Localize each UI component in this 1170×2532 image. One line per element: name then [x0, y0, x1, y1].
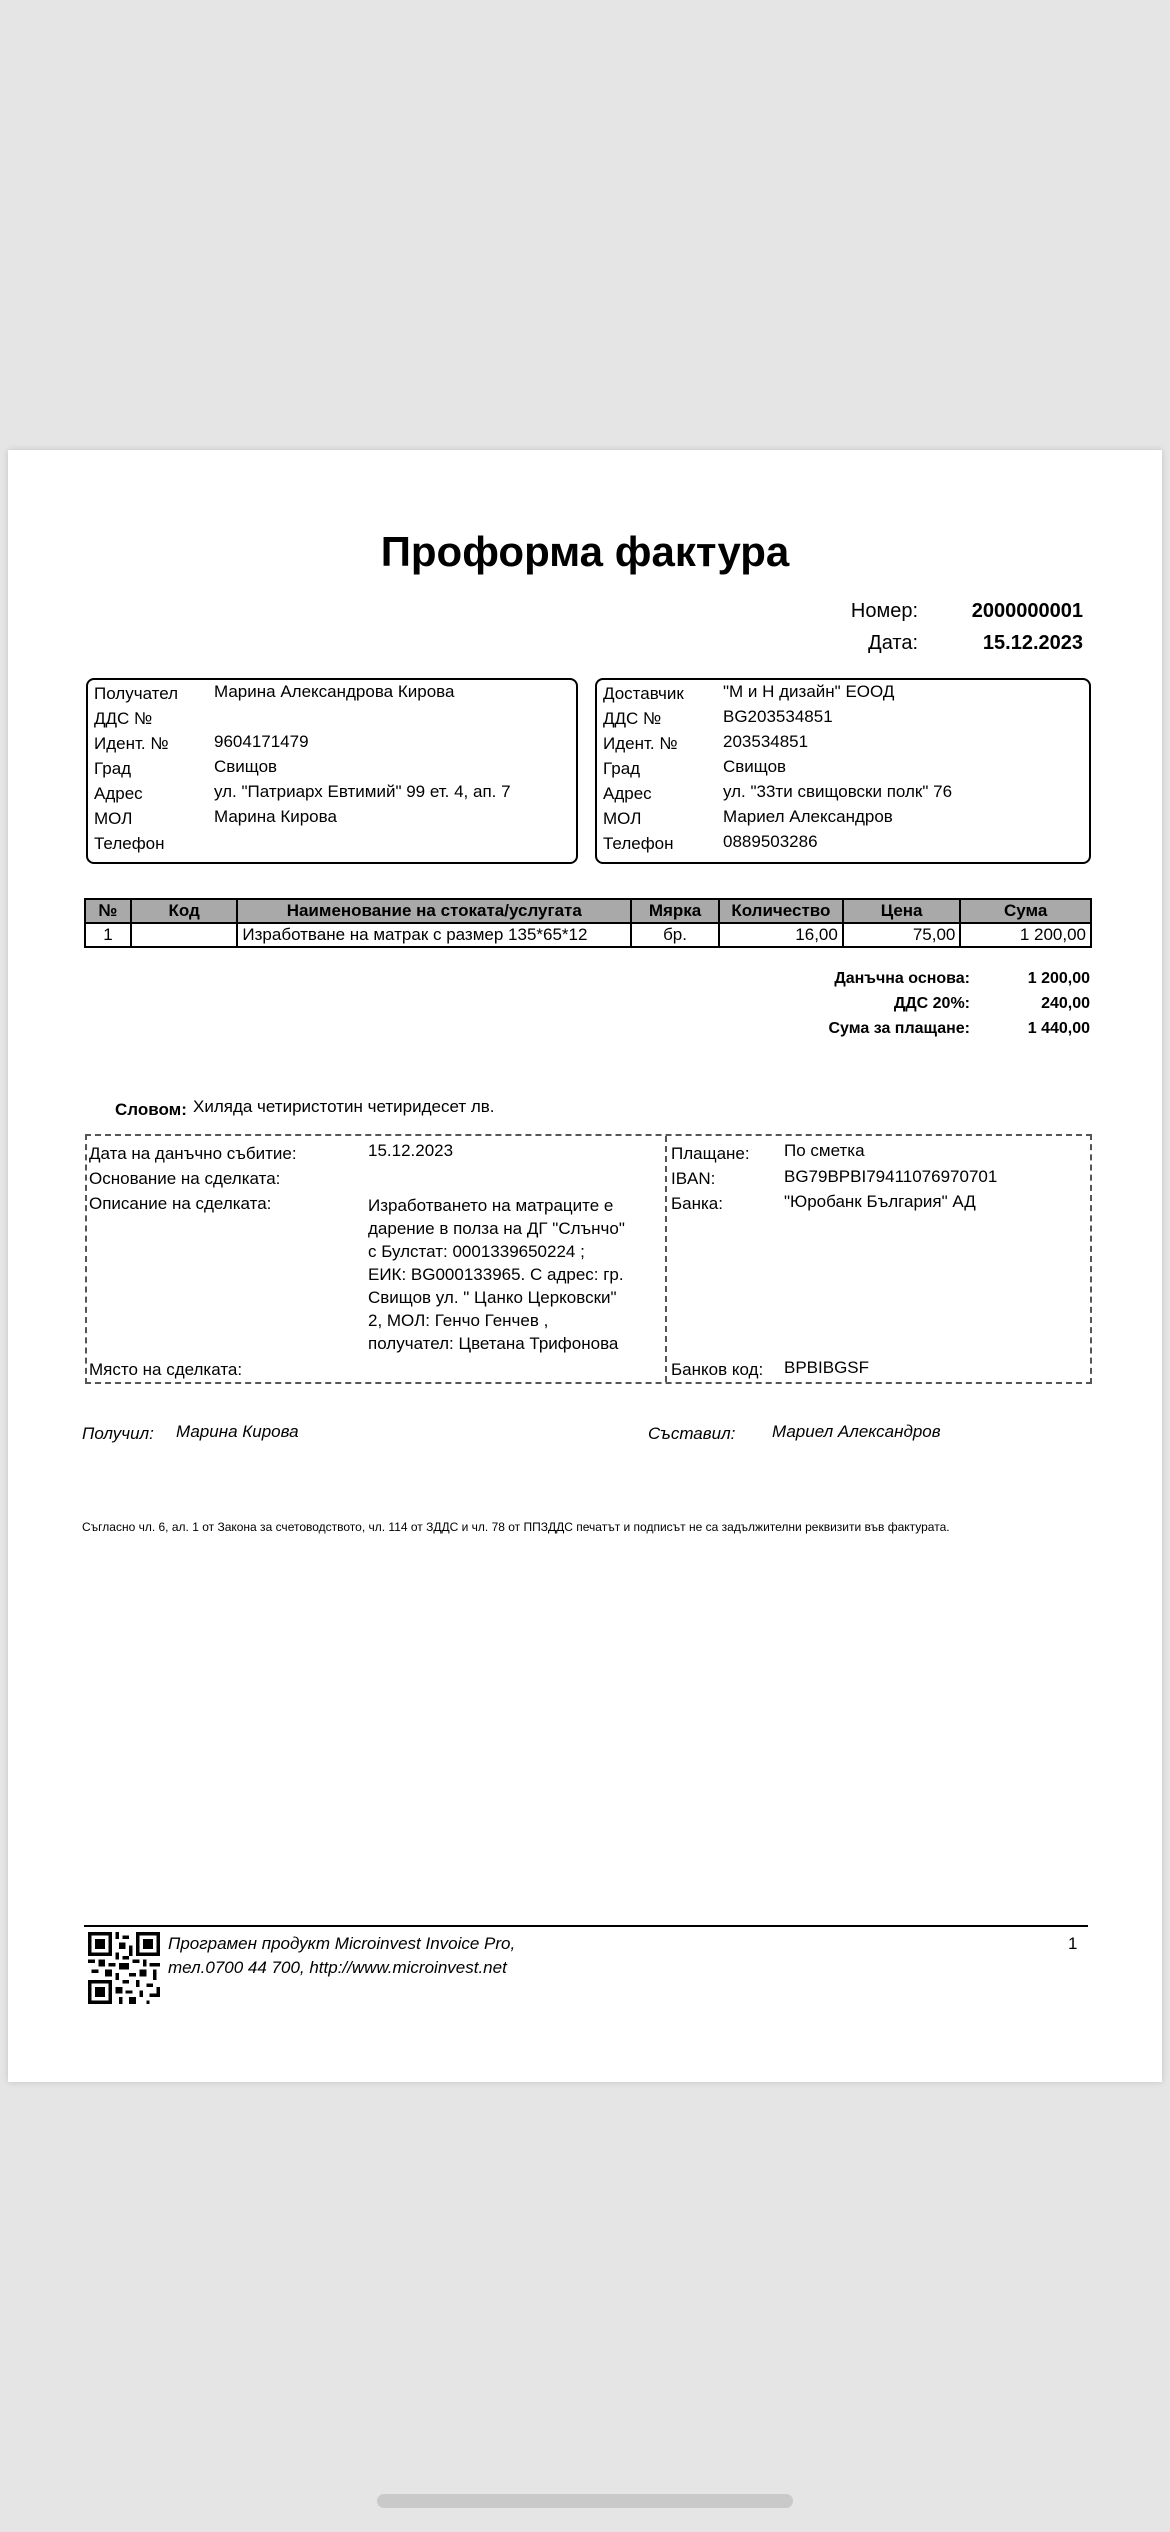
supplier-vat-label: ДДС №	[603, 709, 662, 728]
footer-divider	[84, 1925, 1088, 1927]
footer-line-1: Програмен продукт Microinvest Invoice Pro,	[168, 1934, 516, 1953]
date-label: Дата:	[868, 632, 918, 654]
received-name: Марина Кирова	[176, 1422, 299, 1441]
item-unit: бр.	[631, 923, 719, 947]
in-words-value: Хиляда четиристотин четиридесет лв.	[193, 1097, 495, 1116]
home-indicator[interactable]	[377, 2494, 793, 2508]
description-line: Свищов ул. " Цанко Церковски"	[368, 1288, 617, 1307]
item-price: 75,00	[843, 923, 961, 947]
supplier-id: 203534851	[723, 732, 809, 751]
recipient-box	[86, 678, 578, 864]
footer-line-2: тел.0700 44 700, http://www.microinvest.net	[168, 1958, 507, 1977]
amount-due-label: Сума за плащане:	[828, 1020, 970, 1037]
tax-base-value: 1 200,00	[1027, 970, 1090, 987]
transaction-details-box	[85, 1134, 1092, 1384]
items-header-row	[85, 899, 1091, 923]
iban-value: BG79BPBI79411076970701	[784, 1167, 998, 1186]
supplier-city: Свищов	[723, 757, 787, 776]
recipient-city: Свищов	[214, 757, 278, 776]
tax-event-date: 15.12.2023	[368, 1141, 454, 1160]
amount-due-value: 1 440,00	[1027, 1020, 1090, 1037]
supplier-address-label: Адрес	[603, 784, 652, 803]
invoice-page	[8, 450, 1162, 2082]
col-header-sum: Сума	[960, 899, 1091, 923]
table-row	[85, 923, 1091, 947]
supplier-name: "М и Н дизайн" ЕООД	[723, 682, 895, 701]
item-qty: 16,00	[719, 923, 843, 947]
item-name: Изработване на матрак с размер 135*65*12	[237, 923, 631, 947]
invoice-date: 15.12.2023	[982, 632, 1083, 654]
recipient-phone-label: Телефон	[94, 834, 165, 853]
vat-value: 240,00	[1041, 995, 1090, 1012]
qr-code	[88, 1932, 160, 2009]
compiled-label: Съставил:	[648, 1424, 736, 1443]
recipient-address: ул. "Патриарх Евтимий" 99 ет. 4, ап. 7	[214, 782, 511, 801]
recipient-name: Марина Александрова Кирова	[214, 682, 455, 701]
recipient-label: Получател	[94, 684, 179, 703]
recipient-mol-label: МОЛ	[94, 809, 133, 828]
recipient-mol: Марина Кирова	[214, 807, 337, 826]
recipient-city-label: Град	[94, 759, 132, 778]
description-line: 2, МОЛ: Генчо Генчев ,	[368, 1311, 549, 1330]
legal-note: Съгласно чл. 6, ал. 1 от Закона за счетоводството, чл. 114 от ЗДДС и чл. 78 от ППЗДДС печатът и подписът не са задължителни реквизити във фактурата.	[82, 1520, 950, 1534]
col-header-qty: Количество	[719, 899, 843, 923]
col-header-no: №	[85, 899, 131, 923]
col-header-name: Наименование на стоката/услугата	[237, 899, 631, 923]
items-table	[84, 898, 1092, 948]
col-header-code: Код	[131, 899, 238, 923]
document-title: Проформа фактура	[380, 528, 790, 575]
bank-code-label: Банков код:	[671, 1360, 764, 1379]
deal-description	[368, 1194, 625, 1355]
item-no: 1	[85, 923, 131, 947]
description-line: дарение в полза на ДГ "Слънчо"	[368, 1219, 625, 1238]
invoice-number: 2000000001	[971, 600, 1083, 622]
supplier-city-label: Град	[603, 759, 641, 778]
supplier-vat: BG203534851	[723, 707, 833, 726]
payment-label: Плащане:	[671, 1144, 750, 1163]
supplier-phone: 0889503286	[723, 832, 818, 851]
deal-description-label: Описание на сделката:	[89, 1194, 272, 1213]
bank-label: Банка:	[671, 1194, 723, 1213]
recipient-id: 9604171479	[214, 732, 309, 751]
col-header-unit: Мярка	[631, 899, 719, 923]
description-line: получател: Цветана Трифонова	[368, 1334, 619, 1353]
recipient-address-label: Адрес	[94, 784, 143, 803]
page-number: 1	[1068, 1934, 1078, 1953]
supplier-label: Доставчик	[603, 684, 684, 703]
number-label: Номер:	[850, 600, 918, 622]
item-code	[131, 923, 238, 947]
payment-method: По сметка	[784, 1141, 865, 1160]
description-line: ЕИК: BG000133965. С адрес: гр.	[368, 1265, 624, 1284]
supplier-id-label: Идент. №	[603, 734, 678, 753]
compiled-name: Мариел Александров	[772, 1422, 941, 1441]
details-divider	[665, 1136, 667, 1382]
supplier-phone-label: Телефон	[603, 834, 674, 853]
supplier-box	[595, 678, 1091, 864]
tax-base-label: Данъчна основа:	[834, 970, 970, 987]
bank-name: "Юробанк България" АД	[784, 1192, 976, 1211]
recipient-id-label: Идент. №	[94, 734, 169, 753]
iban-label: IBAN:	[671, 1169, 716, 1188]
bank-code: BPBIBGSF	[784, 1358, 870, 1377]
supplier-mol-label: МОЛ	[603, 809, 642, 828]
col-header-price: Цена	[843, 899, 961, 923]
description-line: Изработването на матраците е	[368, 1196, 614, 1215]
item-sum: 1 200,00	[960, 923, 1091, 947]
qr-code-icon	[88, 1932, 160, 2004]
recipient-vat-label: ДДС №	[94, 709, 153, 728]
deal-place-label: Място на сделката:	[89, 1360, 243, 1379]
deal-basis-label: Основание на сделката:	[89, 1169, 281, 1188]
in-words-label: Словом:	[115, 1100, 187, 1119]
vat-label: ДДС 20%:	[893, 995, 970, 1012]
footer-product	[168, 1932, 515, 1980]
supplier-address: ул. "33ти свищовски полк" 76	[723, 782, 953, 801]
description-line: с Булстат: 0001339650224 ;	[368, 1242, 585, 1261]
received-label: Получил:	[82, 1424, 154, 1443]
tax-event-label: Дата на данъчно събитие:	[89, 1144, 297, 1163]
supplier-mol: Мариел Александров	[723, 807, 893, 826]
